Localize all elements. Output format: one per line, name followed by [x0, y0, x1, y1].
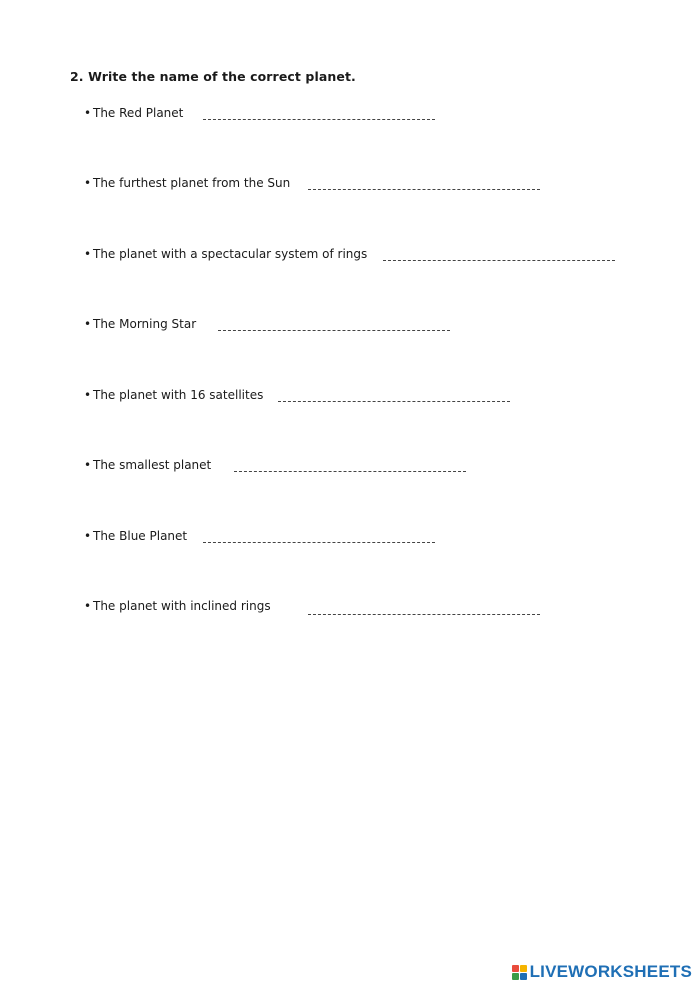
logo-square — [512, 973, 519, 980]
bullet: • — [84, 176, 92, 190]
list-item — [84, 176, 290, 196]
bullet: • — [84, 317, 92, 331]
brand-name: LIVEWORKSHEETS — [529, 962, 692, 981]
logo-square — [520, 965, 527, 972]
list-item — [84, 599, 271, 619]
list-item — [84, 106, 183, 126]
logo-square — [520, 973, 527, 980]
bullet: • — [84, 388, 92, 402]
answer-line[interactable] — [383, 260, 615, 261]
list-item — [84, 317, 196, 337]
answer-line[interactable] — [203, 119, 435, 120]
logo-squares-icon — [512, 965, 527, 980]
item-label: The planet with 16 satellites — [93, 388, 264, 402]
list-item — [84, 388, 263, 408]
item-label: The Red Planet — [93, 106, 184, 120]
answer-line[interactable] — [308, 614, 540, 615]
answer-line[interactable] — [234, 471, 466, 472]
logo-square — [512, 965, 519, 972]
answer-line[interactable] — [308, 189, 540, 190]
bullet: • — [84, 247, 92, 261]
answer-line[interactable] — [218, 330, 450, 331]
answer-line[interactable] — [203, 542, 435, 543]
liveworksheets-logo — [512, 962, 692, 982]
bullet: • — [84, 458, 92, 472]
list-item — [84, 529, 187, 549]
question-title: 2. Write the name of the correct planet. — [70, 69, 356, 84]
item-label: The planet with a spectacular system of rings — [93, 247, 368, 261]
item-label: The smallest planet — [93, 458, 212, 472]
list-item — [84, 247, 367, 267]
item-label: The Blue Planet — [93, 529, 188, 543]
bullet: • — [84, 529, 92, 543]
bullet: • — [84, 599, 92, 613]
answer-line[interactable] — [278, 401, 510, 402]
item-label: The planet with inclined rings — [93, 599, 271, 613]
bullet: • — [84, 106, 92, 120]
item-label: The furthest planet from the Sun — [93, 176, 291, 190]
item-label: The Morning Star — [93, 317, 197, 331]
list-item — [84, 458, 211, 478]
